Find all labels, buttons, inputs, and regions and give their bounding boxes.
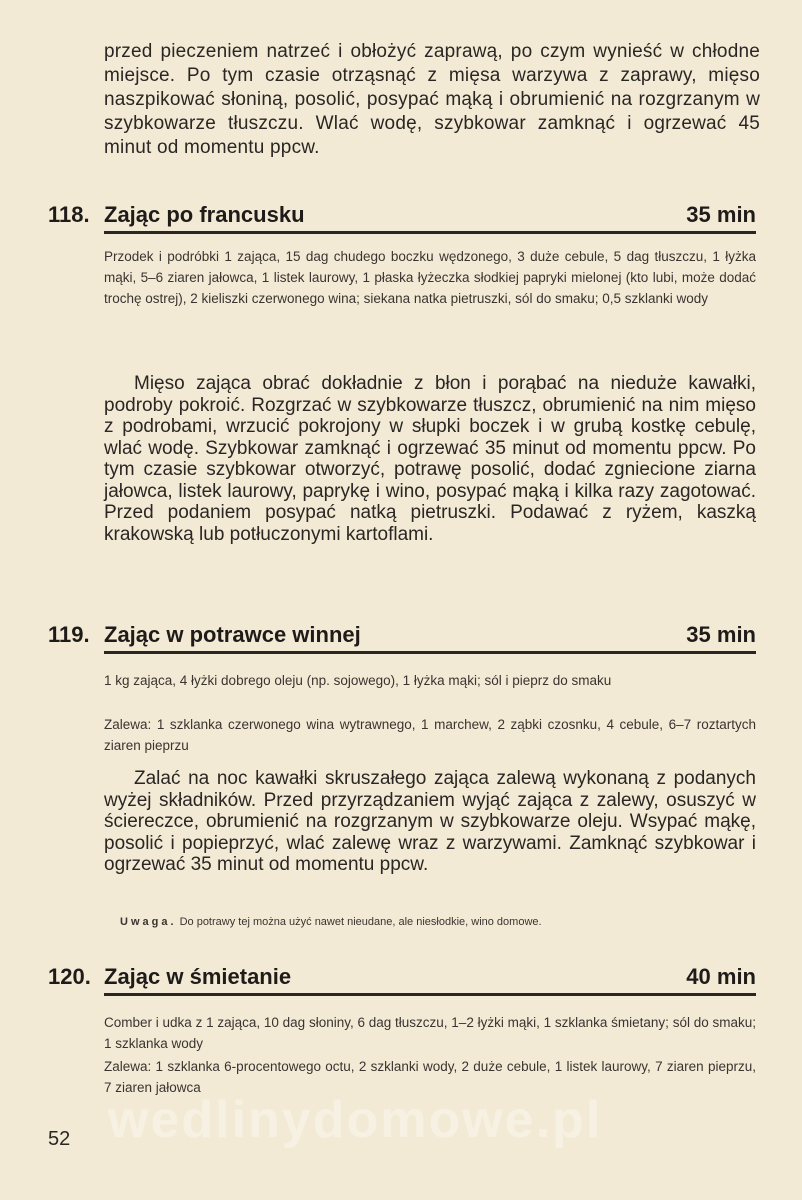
recipe-120-marinade: Zalewa: 1 szklanka 6-procentowego octu, 2 szklanki wody, 2 duże cebule, 1 listek laurowy, 7 ziaren pieprzu, 7 ziaren jałowca <box>104 1059 756 1095</box>
recipe-number: 118. <box>48 202 90 227</box>
recipe-119-header <box>48 614 756 654</box>
recipe-119-method: Zalać na noc kawałki skruszałego zająca zalewą wykonaną z podanych wyżej składników. Przed przyrządzaniem wyjąć zająca z zalewy, osuszyć w ściereczce, obrumienić na rozgrzanym w szybkowarze oleju. Wsypać mąkę, posolić i popieprzyć, wlać zalewę wraz z warzywami. Zamknąć szybkowar i ogrzewać 35 minut od momentu ppcw. <box>104 768 756 875</box>
recipe-120-header <box>48 956 756 996</box>
recipe-118-method: Mięso zająca obrać dokładnie z błon i porąbać na nieduże kawałki, podroby pokroić. Rozgrzać w szybkowarze tłuszcz, obrumienić na nim mięso z podrobami, wrzucić pokrojony w słupki boczek i w grubą kostkę cebulę, wlać wodę. Szybkowar zamknąć i ogrzewać 35 minut od momentu ppcw. Po tym czasie szybkowar otworzyć, potrawę posolić, dodać zgniecione ziarna jałowca, listek laurowy, paprykę i wino, posypać mąką i kilka razy zagotować. Przed podaniem posypać natką pietruszki. Podawać z ryżem, kaszką krakowską lub potłuczonymi kartoflami. <box>104 373 756 545</box>
recipe-time: 35 min <box>686 202 756 227</box>
recipe-number: 120. <box>48 964 91 989</box>
title-rule <box>104 231 756 234</box>
recipe-118-ingredients: Przodek i podróbki 1 zająca, 15 dag chudego boczku wędzonego, 3 duże cebule, 5 dag tłuszczu, 1 łyżka mąki, 5–6 ziaren jałowca, 1 listek laurowy, 1 płaska łyżeczka słodkiej papryki mielonej (kto lubi, może dodać trochę ostrej), 2 kieliszki czerwonego wina; siekana natka pietruszki, sól do smaku; 0,5 szklanki wody <box>104 249 756 306</box>
recipe-time: 35 min <box>686 622 756 647</box>
note-label: Uwaga. <box>120 916 177 928</box>
recipe-title: Zając w potrawce winnej <box>104 622 361 647</box>
recipe-time: 40 min <box>686 964 756 989</box>
recipe-title: Zając po francusku <box>104 202 305 227</box>
recipe-119-note <box>120 914 760 930</box>
title-rule <box>104 993 756 996</box>
page-number: 52 <box>48 1128 71 1150</box>
note-text: Do potrawy tej można użyć nawet nieudane, ale niesłodkie, wino domowe. <box>179 916 542 928</box>
title-rule <box>104 651 756 654</box>
recipe-118-header <box>48 194 756 234</box>
recipe-title: Zając w śmietanie <box>104 964 292 989</box>
recipe-120-ingredients: Comber i udka z 1 zająca, 10 dag słoniny, 6 dag tłuszczu, 1–2 łyżki mąki, 1 szklanka śmietany; sól do smaku; 1 szklanka wody <box>104 1015 756 1051</box>
intro-paragraph: przed pieczeniem natrzeć i obłożyć zaprawą, po czym wynieść w chłodne miejsce. Po tym czasie otrząsnąć z mięsa warzywa z zaprawy, mięso naszpikować słoniną, posolić, posypać mąką i obrumienić na rozgrzanym w szybkowarze tłuszczu. Wlać wodę, szybkowar zamknąć i ogrzewać 45 minut od momentu ppcw. <box>104 41 760 158</box>
recipe-119-marinade: Zalewa: 1 szklanka czerwonego wina wytrawnego, 1 marchew, 2 ząbki czosnku, 4 cebule, 6–7 roztartych ziaren pieprzu <box>104 717 756 753</box>
recipe-number: 119. <box>48 622 90 647</box>
recipe-119-ingredients: 1 kg zająca, 4 łyżki dobrego oleju (np. sojowego), 1 łyżka mąki; sól i pieprz do smaku <box>104 673 612 688</box>
watermark: wedlinydomowe.pl <box>108 1091 603 1149</box>
